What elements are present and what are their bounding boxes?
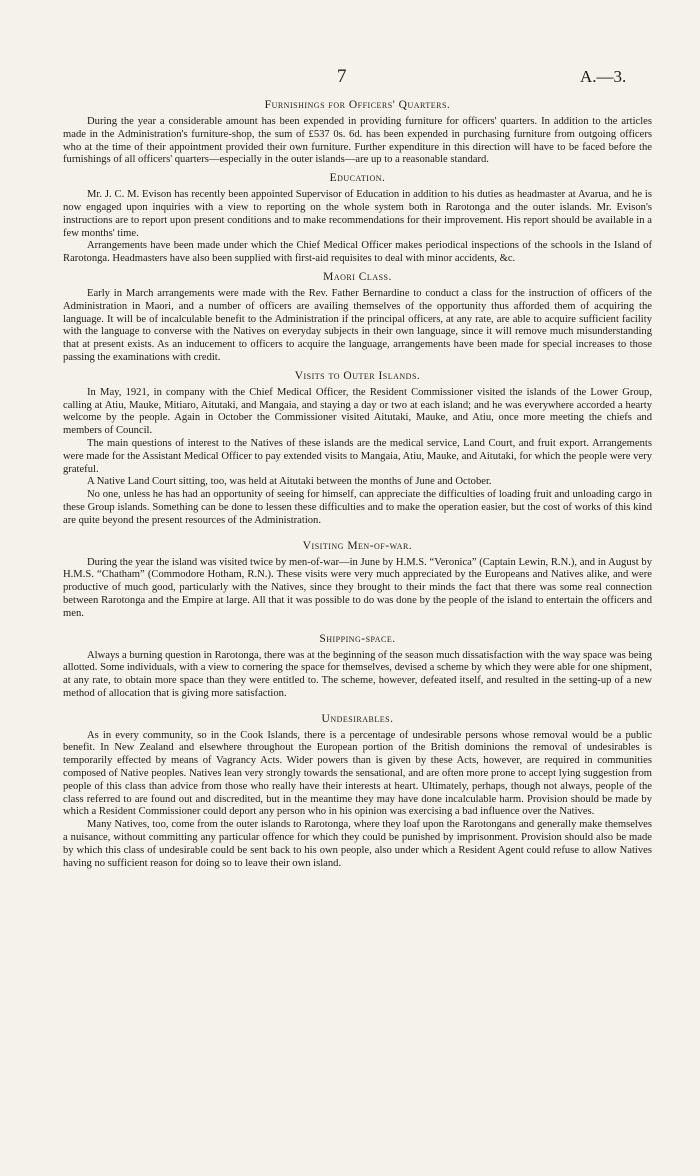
section-heading-education: Education. (329, 172, 386, 185)
document-body (63, 99, 652, 870)
section-heading-undesirables: Undesirables. (321, 712, 394, 725)
paragraph: During the year the island was visited twice by men-of-war—in June by H.M.S. “Veronica” (Captain Lewin, R.N.), and in August by H.M.S. “Chatham” (Commodore Hotham, R.N.). These visits were very much appreciated by the Europeans and Natives alike, and were productive of much good, particularly with the Natives, since they brought to their minds the fact that there was some real connection between Rarotonga and the Empire at large. All that it was possible to do was done by the people of the island to entertain the officers and men. (63, 556, 652, 619)
paragraph: Arrangements have been made under which the Chief Medical Officer makes periodical inspections of the schools in the Island of Rarotonga. Headmasters have also been supplied with first-aid requisites to deal with minor accidents, &c. (63, 240, 652, 265)
section-heading-visiting-men-of-war: Visiting Men-of-war. (302, 539, 413, 552)
paragraph: Early in March arrangements were made with the Rev. Father Bernardine to conduct a class for the instruction of officers of the Administration in Maori, and a number of officers are availing themselves of the opportunity thus afforded them of acquiring the language. It will be of incalculable benefit to the Administration if the principal officers, at any rate, are able to acquire sufficient facility with the language to converse with the Natives on everyday subjects in their own language, since it will remove much misunderstanding that at present exists. As an inducement to officers to acquire the language, arrangements have been made for special increases to those passing the examinations with credit. (63, 287, 652, 363)
paragraph: Always a burning question in Rarotonga, there was at the beginning of the season much dissatisfaction with the way space was being allotted. Some individuals, with a view to cornering the space for themselves, devised a scheme by which they were able for one shipment, at any rate, to obtain more space than they were entitled to. The scheme, however, defeated itself, and resulted in the setting-up of a new method of allocation that is giving more satisfaction. (63, 649, 652, 699)
paragraph: Mr. J. C. M. Evison has recently been appointed Supervisor of Education in addition to his duties as headmaster at Avarua, and he is now engaged upon inquiries with a view to reporting on the whole system both in Rarotonga and the outer islands. Mr. Evison's instructions are to report upon present conditions and to make recommendations for their improvement. His report should be available in a few months' time. (63, 189, 652, 239)
paragraph: Many Natives, too, come from the outer islands to Rarotonga, where they loaf upon the Rarotongans and generally make themselves a nuisance, without committing any particular offence for which they could be punished by imprisonment. Provision should also be made by which this class of undesirable could be sent back to his own people, also under which a Resident Agent could refuse to allow Natives having no sufficient reason for doing so to leave their own island. (63, 819, 652, 869)
paragraph: A Native Land Court sitting, too, was held at Aitutaki between the months of June and October. (87, 476, 492, 488)
page-reference: A.—3. (580, 67, 627, 86)
paragraph: During the year a considerable amount has been expended in providing furniture for officers' quarters. In addition to the articles made in the Administration's furniture-shop, the sum of £537 0s. 6d. has been expended in purchasing furniture from outgoing officers who at the time of their appointment provided their own furniture. Further expenditure in this direction will have to be faced before the furnishings of all officers' quarters—especially in the outer islands—are up to a reasonable standard. (63, 116, 652, 166)
paragraph: The main questions of interest to the Natives of these islands are the medical service, Land Court, and fruit export. Arrangements were made for the Assistant Medical Officer to pay extended visits to Mangaia, Atiu, Mauke, and Aitutaki, for which the people were very grateful. (63, 437, 652, 475)
paragraph: In May, 1921, in company with the Chief Medical Officer, the Resident Commissioner visited the islands of the Lower Group, calling at Atiu, Mauke, Mitiaro, Aitutaki, and Mangaia, and staying a day or two at each island; and he was everywhere accorded a hearty welcome by the people. Again in October the Commissioner visited Aitutaki, Mauke, and Atiu, once more meeting the chiefs and members of Council. (63, 386, 652, 437)
section-heading-furnishings: Furnishings for Officers' Quarters. (264, 99, 451, 111)
page-number: 7 (337, 66, 347, 87)
section-heading-visits-outer-islands: Visits to Outer Islands. (294, 369, 421, 382)
paragraph: As in every community, so in the Cook Islands, there is a percentage of undesirable persons whose removal would be a public benefit. In New Zealand and elsewhere throughout the European portion of the British dominions the removal of undesirables is temporarily effected by means of Vagrancy Acts. Wider powers than is given by these Acts, however, are required in communities composed of Native peoples. Natives lean very strongly towards the sensational, and are often more prone to accept lying suggestion from people of this class than advice from those who really have their interests at heart. Ultimately, perhaps, though not always, people of the class referred to are found out and discredited, but in the meantime they may have done incalculable harm. Provision should be made by which a Resident Commissioner could deport any person who in his opinion was exercising a bad influence over the Natives. (63, 729, 652, 818)
section-heading-maori-class: Maori Class. (323, 270, 392, 283)
section-heading-shipping-space: Shipping-space. (319, 632, 396, 645)
paragraph: No one, unless he has had an opportunity of seeing for himself, can appreciate the difficulties of loading fruit and unloading cargo in these Group islands. Something can be done to lessen these difficulties and to make the operation easier, but the cost of works of this kind are quite beyond the present resources of the Administration. (63, 489, 652, 526)
